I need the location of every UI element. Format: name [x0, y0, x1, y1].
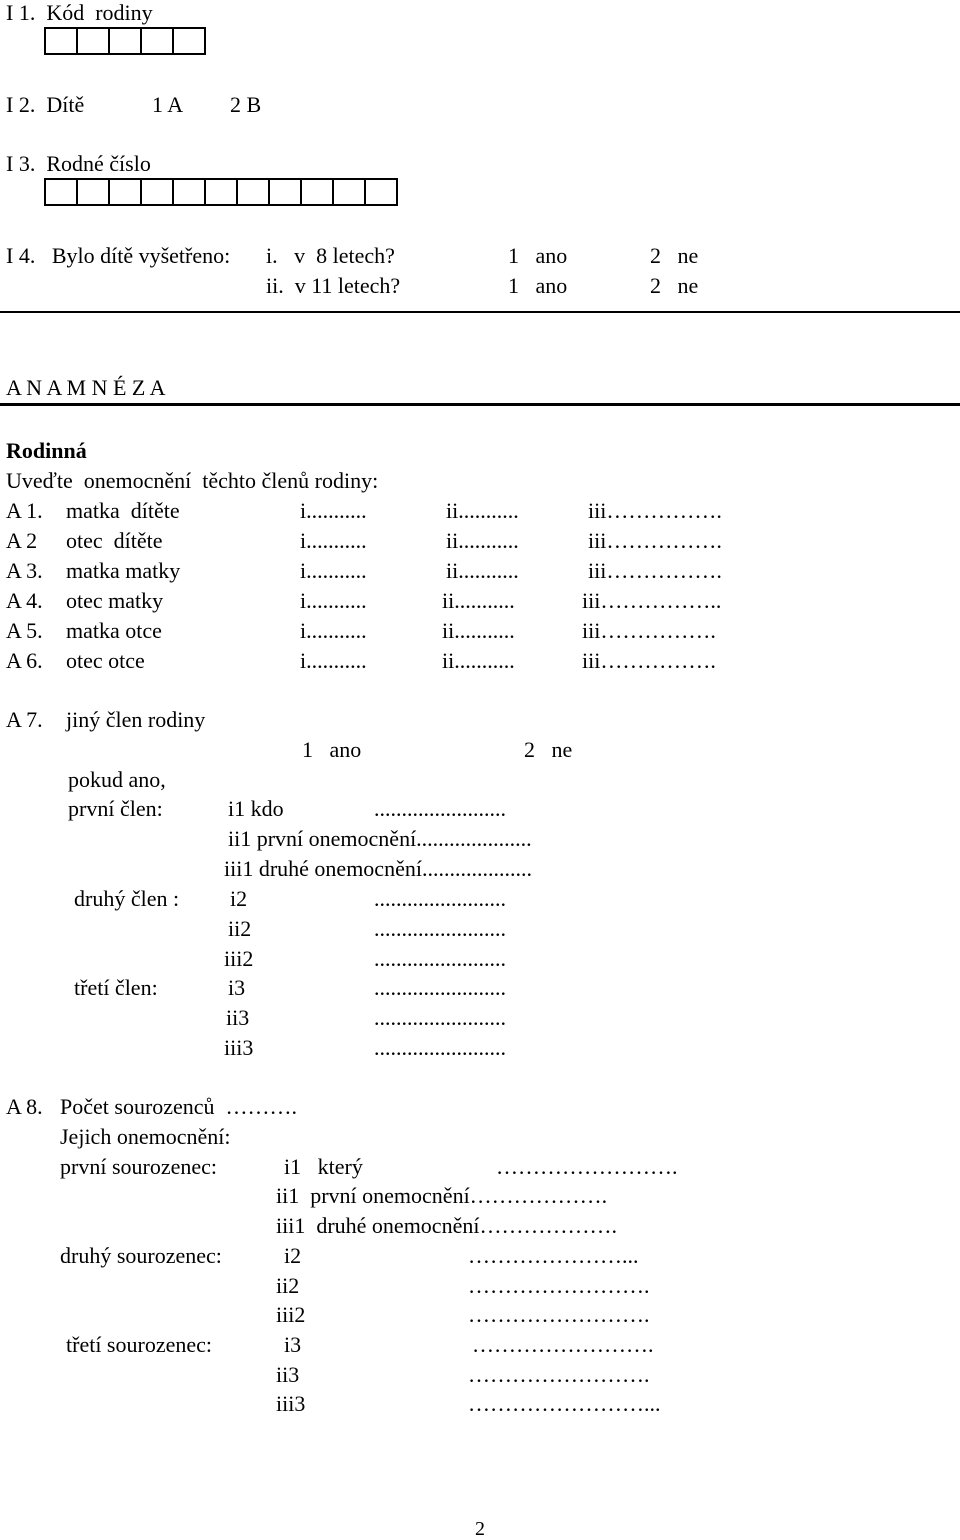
member-field-ii[interactable]: ii...........: [446, 498, 519, 523]
member-field-iii[interactable]: iii……………..: [582, 588, 722, 613]
a8-siblings-count[interactable]: Počet sourozenců ……….: [60, 1094, 298, 1119]
member-label: matka matky: [66, 558, 181, 583]
a7-first-member: první člen:: [68, 796, 163, 821]
a8-first-disease2[interactable]: iii1 druhé onemocnění……………….: [276, 1213, 617, 1238]
page-number: 2: [475, 1518, 485, 1540]
a7-num: A 7.: [6, 707, 43, 732]
a8-num: A 8.: [6, 1094, 43, 1119]
member-label: matka otce: [66, 618, 162, 643]
a8-first-disease1[interactable]: ii1 první onemocnění……………….: [276, 1183, 608, 1208]
a8-second-ii: ii2: [276, 1273, 300, 1298]
birth-box[interactable]: [140, 178, 174, 206]
member-field-iii[interactable]: iii…………….: [588, 558, 722, 583]
birth-box[interactable]: [300, 178, 334, 206]
code-box[interactable]: [76, 27, 110, 55]
a8-second-i: i2: [284, 1243, 302, 1268]
code-box[interactable]: [172, 27, 206, 55]
member-num: A 4.: [6, 588, 43, 613]
a7-yes[interactable]: 1 ano: [302, 737, 362, 762]
family-code-label: I 1. Kód rodiny: [6, 0, 153, 25]
a8-third-iii-field[interactable]: ……………………...: [468, 1391, 661, 1416]
member-field-iii[interactable]: iii…………….: [588, 528, 722, 553]
member-field-iii[interactable]: iii…………….: [582, 618, 716, 643]
member-num: A 3.: [6, 558, 43, 583]
a7-no[interactable]: 2 ne: [524, 737, 573, 762]
child-label: I 2. Dítě: [6, 92, 85, 117]
birth-box[interactable]: [172, 178, 206, 206]
a7-label: jiný člen rodiny: [66, 707, 206, 732]
a7-first-disease1[interactable]: ii1 první onemocnění.....................: [228, 826, 532, 851]
member-num: A 5.: [6, 618, 43, 643]
examined-label: I 4. Bylo dítě vyšetřeno:: [6, 243, 231, 268]
a7-third-iii: iii3: [224, 1035, 254, 1060]
a8-diseases-label: Jejich onemocnění:: [60, 1124, 231, 1149]
a8-third-sibling: třetí sourozenec:: [66, 1332, 212, 1357]
a8-third-iii: iii3: [276, 1391, 306, 1416]
examined-q2-no[interactable]: 2 ne: [650, 273, 699, 298]
birth-box[interactable]: [44, 178, 78, 206]
member-field-i[interactable]: i...........: [300, 558, 367, 583]
family-code-boxes[interactable]: [44, 27, 204, 55]
birth-box[interactable]: [108, 178, 142, 206]
family-instruction: Uveďte onemocnění těchto členů rodiny:: [6, 468, 379, 493]
examined-q1-yes[interactable]: 1 ano: [508, 243, 568, 268]
a7-second-iii-field[interactable]: ........................: [374, 946, 506, 971]
examined-q1: i. v 8 letech?: [266, 243, 395, 268]
member-field-ii[interactable]: ii...........: [442, 648, 515, 673]
family-heading: Rodinná: [6, 438, 87, 463]
member-num: A 6.: [6, 648, 43, 673]
a7-first-who-field[interactable]: ........................: [374, 796, 506, 821]
birth-box[interactable]: [76, 178, 110, 206]
member-field-iii[interactable]: iii…………….: [582, 648, 716, 673]
member-field-i[interactable]: i...........: [300, 528, 367, 553]
member-label: otec matky: [66, 588, 164, 613]
child-option-a[interactable]: 1 A: [152, 92, 184, 117]
birth-box[interactable]: [332, 178, 366, 206]
a8-third-i: i3: [284, 1332, 302, 1357]
a8-third-ii-field[interactable]: …………………….: [468, 1362, 650, 1387]
divider: [0, 311, 960, 313]
a7-second-ii-field[interactable]: ........................: [374, 916, 506, 941]
a8-second-i-field[interactable]: …………………...: [468, 1243, 639, 1268]
member-label: matka dítěte: [66, 498, 180, 523]
birth-box[interactable]: [364, 178, 398, 206]
member-num: A 1.: [6, 498, 43, 523]
member-label: otec dítěte: [66, 528, 163, 553]
member-field-i[interactable]: i...........: [300, 648, 367, 673]
a8-second-iii-field[interactable]: …………………….: [468, 1302, 650, 1327]
a8-first-sibling: první sourozenec:: [60, 1154, 217, 1179]
a7-first-disease2[interactable]: iii1 druhé onemocnění....................: [224, 856, 532, 881]
a7-third-i-field[interactable]: ........................: [374, 975, 506, 1000]
a7-third-iii-field[interactable]: ........................: [374, 1035, 506, 1060]
a7-second-member: druhý člen :: [74, 886, 180, 911]
member-field-ii[interactable]: ii...........: [442, 618, 515, 643]
a7-second-ii: ii2: [228, 916, 252, 941]
member-field-iii[interactable]: iii…………….: [588, 498, 722, 523]
child-option-b[interactable]: 2 B: [230, 92, 262, 117]
a8-third-ii: ii3: [276, 1362, 300, 1387]
birth-box[interactable]: [236, 178, 270, 206]
code-box[interactable]: [140, 27, 174, 55]
a7-third-member: třetí člen:: [74, 975, 158, 1000]
code-box[interactable]: [44, 27, 78, 55]
examined-q2: ii. v 11 letech?: [266, 273, 401, 298]
a7-second-i: i2: [230, 886, 248, 911]
a8-first-which: i1 který: [284, 1154, 363, 1179]
birth-number-label: I 3. Rodné číslo: [6, 151, 151, 176]
a7-third-ii-field[interactable]: ........................: [374, 1005, 506, 1030]
birth-box[interactable]: [204, 178, 238, 206]
section-divider: [0, 403, 960, 406]
member-field-ii[interactable]: ii...........: [446, 558, 519, 583]
a7-second-i-field[interactable]: ........................: [374, 886, 506, 911]
member-label: otec otce: [66, 648, 145, 673]
a8-second-iii: iii2: [276, 1302, 306, 1327]
birth-number-boxes[interactable]: [44, 178, 396, 206]
a8-third-i-field[interactable]: …………………….: [472, 1332, 654, 1357]
member-field-i[interactable]: i...........: [300, 588, 367, 613]
member-field-ii[interactable]: ii...........: [442, 588, 515, 613]
member-num: A 2: [6, 528, 38, 553]
a7-first-who: i1 kdo: [228, 796, 284, 821]
birth-box[interactable]: [268, 178, 302, 206]
a7-third-i: i3: [228, 975, 246, 1000]
code-box[interactable]: [108, 27, 142, 55]
a7-third-ii: ii3: [226, 1005, 250, 1030]
a7-if-yes: pokud ano,: [68, 767, 166, 792]
examined-q1-no[interactable]: 2 ne: [650, 243, 699, 268]
examined-q2-yes[interactable]: 1 ano: [508, 273, 568, 298]
a8-first-which-field[interactable]: …………………….: [496, 1154, 678, 1179]
member-field-ii[interactable]: ii...........: [446, 528, 519, 553]
a8-second-ii-field[interactable]: …………………….: [468, 1273, 650, 1298]
member-field-i[interactable]: i...........: [300, 498, 367, 523]
member-field-i[interactable]: i...........: [300, 618, 367, 643]
section-title: A N A M N É Z A: [6, 375, 166, 400]
a7-second-iii: iii2: [224, 946, 254, 971]
a8-second-sibling: druhý sourozenec:: [60, 1243, 222, 1268]
